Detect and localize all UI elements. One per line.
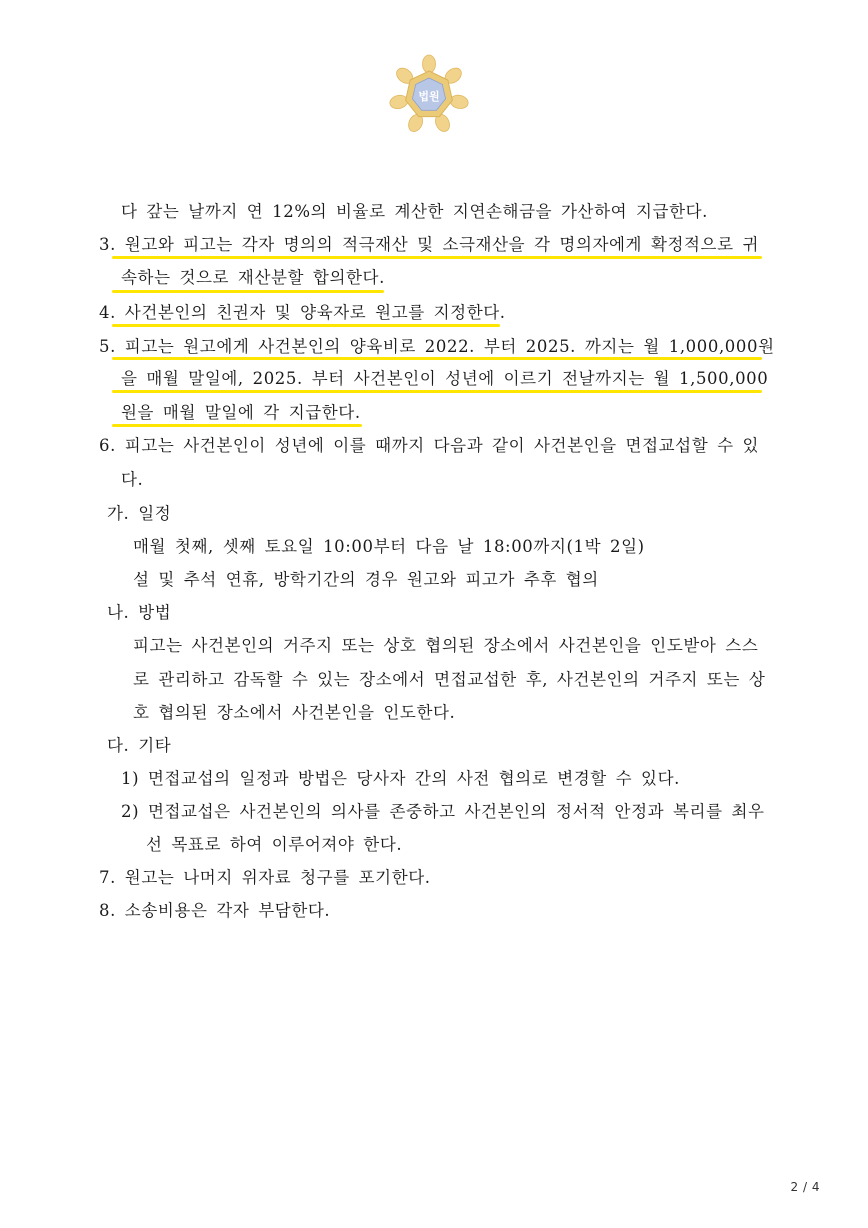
item-3-line: 속하는 것으로 재산분할 합의한다. <box>121 268 385 287</box>
highlight-mark <box>112 390 762 393</box>
method-line: 호 협의된 장소에서 사건본인을 인도한다. <box>133 703 456 722</box>
method-line: 피고는 사건본인의 거주지 또는 상호 협의된 장소에서 사건본인을 인도받아 스스 <box>133 636 759 655</box>
item-6-line: 다. <box>121 470 144 489</box>
schedule-line: 매월 첫째, 셋째 토요일 10:00부터 다음 날 18:00까지(1박 2일) <box>133 537 645 556</box>
item-3-line: 3. 원고와 피고는 각자 명의의 적극재산 및 소극재산을 각 명의자에게 확정적으로 귀 <box>99 235 760 254</box>
method-line: 로 관리하고 감독할 수 있는 장소에서 면접교섭한 후, 사건본인의 거주지 또는 상 <box>133 670 766 689</box>
subheading-method: 나. 방법 <box>107 603 172 622</box>
schedule-line: 설 및 추석 연휴, 방학기간의 경우 원고와 피고가 추후 협의 <box>133 570 599 589</box>
other-line: 2) 면접교섭은 사건본인의 의사를 존중하고 사건본인의 정서적 안정과 복리를 최우 <box>121 802 765 821</box>
item-5-line: 원을 매월 말일에 각 지급한다. <box>121 403 361 422</box>
item-4-line: 4. 사건본인의 친권자 및 양육자로 원고를 지정한다. <box>99 303 506 322</box>
item-8-line: 8. 소송비용은 각자 부담한다. <box>99 901 331 920</box>
subheading-schedule: 가. 일정 <box>107 504 172 523</box>
page-number: 2 / 4 <box>790 1180 820 1194</box>
other-line: 1) 면접교섭의 일정과 방법은 당사자 간의 사전 협의로 변경할 수 있다. <box>121 769 680 788</box>
subheading-other: 다. 기타 <box>107 736 172 755</box>
highlight-mark <box>112 290 384 293</box>
highlight-mark <box>112 256 762 259</box>
item-5-line: 5. 피고는 원고에게 사건본인의 양육비로 2022. 부터 2025. 까지는 월 1,000,000원 <box>99 337 775 356</box>
highlight-mark <box>112 424 362 427</box>
highlight-mark <box>112 324 500 327</box>
court-seal-icon <box>388 54 470 136</box>
item-7-line: 7. 원고는 나머지 위자료 청구를 포기한다. <box>99 868 431 887</box>
other-line: 선 목표로 하여 이루어져야 한다. <box>146 835 403 854</box>
item-5-line: 을 매월 말일에, 2025. 부터 사건본인이 성년에 이르기 전날까지는 월 1,500,000 <box>121 369 769 388</box>
seal-text: 법원 <box>418 90 440 103</box>
body-line: 다 갚는 날까지 연 12%의 비율로 계산한 지연손해금을 가산하여 지급한다. <box>121 202 709 221</box>
item-6-line: 6. 피고는 사건본인이 성년에 이를 때까지 다음과 같이 사건본인을 면접교섭할 수 있 <box>99 436 760 455</box>
